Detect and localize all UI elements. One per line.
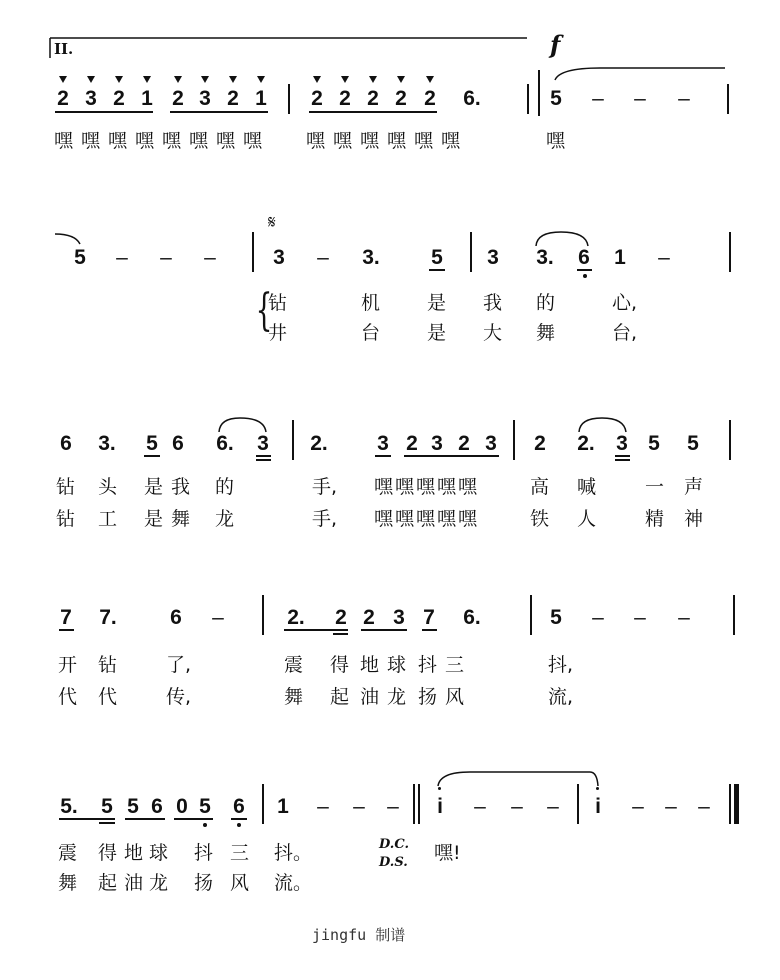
lyric: 井 <box>268 322 288 344</box>
dynamic-forte: f <box>550 30 561 59</box>
note: 2 <box>424 87 436 110</box>
lyric: 了, <box>166 654 192 676</box>
lyric: 起 <box>330 686 350 708</box>
note: 2 <box>335 606 347 629</box>
lyric-line: 嘿嘿嘿嘿嘿嘿嘿嘿 <box>54 130 271 152</box>
lyric: 精 <box>645 508 665 530</box>
lyric: 扬风 <box>418 686 473 708</box>
tie-line <box>55 234 80 244</box>
lyric: 油龙 <box>360 686 415 708</box>
accent-mark <box>87 76 95 83</box>
lyric: 舞 <box>536 322 556 344</box>
beam-eighth <box>55 111 153 113</box>
note: 2 <box>367 87 379 110</box>
lyric: 人 <box>577 508 597 530</box>
lyric: 台 <box>361 322 381 344</box>
note: 3 <box>616 432 628 455</box>
lyric: 钻 <box>56 508 76 530</box>
note: 7. <box>99 606 117 629</box>
barline <box>530 595 532 635</box>
dash-sustain: – <box>547 795 559 818</box>
note: 2 <box>395 87 407 110</box>
note: 3 <box>393 606 405 629</box>
lyric: 的 <box>536 292 556 314</box>
beam-sixteenth <box>615 455 630 457</box>
dash-sustain: – <box>592 87 604 110</box>
repeat-barline <box>413 784 415 824</box>
dash-sustain: – <box>160 246 172 269</box>
note: 5 <box>550 606 562 629</box>
dash-sustain: – <box>387 795 399 818</box>
lyric: 三 <box>230 842 250 864</box>
note: 5 <box>74 246 86 269</box>
beam-sixteenth <box>256 455 271 457</box>
barline <box>470 232 472 272</box>
note: 1 <box>141 87 153 110</box>
lyric: 得 <box>98 842 118 864</box>
lyric: 是舞 <box>144 508 199 530</box>
lyric: 抖 <box>194 842 214 864</box>
lyric: 钻 <box>56 476 76 498</box>
accent-mark <box>369 76 377 83</box>
slur-line <box>579 418 626 432</box>
barline-start <box>538 70 540 116</box>
note: 6 <box>172 432 184 455</box>
lyric: 神 <box>684 508 704 530</box>
accent-mark <box>59 76 67 83</box>
barline <box>513 420 515 460</box>
note: 5 <box>127 795 139 818</box>
note: 3 <box>431 432 443 455</box>
tie-line <box>555 68 725 80</box>
dash-sustain: – <box>592 606 604 629</box>
dash-sustain: – <box>474 795 486 818</box>
lyric: 台, <box>612 322 638 344</box>
high-octave-dot <box>596 787 599 790</box>
note: 5 <box>648 432 660 455</box>
note: 3. <box>98 432 116 455</box>
low-octave-dot <box>583 274 587 278</box>
lyric: 地球 <box>124 842 175 864</box>
lyric: 代 <box>98 686 118 708</box>
repeat-barline <box>418 784 420 824</box>
beam-eighth <box>144 455 160 457</box>
lyric: 高 <box>530 476 550 498</box>
verse-brace: { <box>255 285 273 336</box>
note: 6 <box>151 795 163 818</box>
note: 6 <box>578 246 590 269</box>
note: 2 <box>311 87 323 110</box>
note: 6 <box>233 795 245 818</box>
segno-sign: 𝄋 <box>268 212 276 233</box>
lyric: 喊 <box>577 476 597 498</box>
note: 6 <box>60 432 72 455</box>
note: 3 <box>485 432 497 455</box>
lyric: 舞 <box>284 686 304 708</box>
lyric: 龙 <box>215 508 235 530</box>
note: 6. <box>216 432 234 455</box>
note: 2 <box>172 87 184 110</box>
barline <box>577 784 579 824</box>
ds-marking: D.S. <box>379 855 408 870</box>
note: 5. <box>60 795 78 818</box>
beam-eighth <box>125 818 165 820</box>
lyric: 抖, <box>548 654 574 676</box>
barline <box>292 420 294 460</box>
note: 6. <box>463 606 481 629</box>
note: 7 <box>423 606 435 629</box>
dash-sustain: – <box>634 87 646 110</box>
dash-sustain: – <box>634 606 646 629</box>
dc-marking: D.C. <box>379 837 409 852</box>
note: 2 <box>227 87 239 110</box>
beam-sixteenth <box>615 459 630 461</box>
lyric: 流。 <box>274 872 313 894</box>
accent-mark <box>313 76 321 83</box>
barline <box>252 232 254 272</box>
beam-eighth <box>59 818 115 820</box>
lyric: 手, <box>312 508 338 530</box>
note: 3. <box>362 246 380 269</box>
accent-mark <box>174 76 182 83</box>
lyric: 传, <box>166 686 192 708</box>
dash-sustain: – <box>698 795 710 818</box>
low-octave-dot <box>237 823 241 827</box>
lyric: 钻 <box>268 292 288 314</box>
tie-line <box>438 772 598 786</box>
note: 5 <box>101 795 113 818</box>
lyric: 头 <box>98 476 118 498</box>
note: 3 <box>199 87 211 110</box>
volta-label: II. <box>54 40 74 58</box>
dash-sustain: – <box>632 795 644 818</box>
note: 6 <box>170 606 182 629</box>
accent-mark <box>257 76 265 83</box>
barline <box>729 232 731 272</box>
note: 2. <box>577 432 595 455</box>
dash-sustain: – <box>678 87 690 110</box>
note: 5 <box>146 432 158 455</box>
beam-sixteenth <box>256 459 271 461</box>
lyric: 心, <box>612 292 638 314</box>
beam-eighth <box>231 818 247 820</box>
beam-eighth <box>361 629 407 631</box>
dash-sustain: – <box>353 795 365 818</box>
dash-sustain: – <box>317 246 329 269</box>
lyric-line: 嘿嘿嘿嘿嘿嘿 <box>306 130 469 152</box>
dash-sustain: – <box>658 246 670 269</box>
beam-eighth <box>170 111 268 113</box>
note: 2 <box>57 87 69 110</box>
note: 2 <box>113 87 125 110</box>
beam-eighth <box>429 269 445 271</box>
lyric: 钻 <box>98 654 118 676</box>
slur-line <box>536 232 588 246</box>
dash-sustain: – <box>678 606 690 629</box>
note: 2 <box>458 432 470 455</box>
beam-eighth <box>284 629 348 631</box>
barline <box>727 84 729 114</box>
barline <box>262 784 264 824</box>
dash-sustain: – <box>511 795 523 818</box>
accent-mark <box>341 76 349 83</box>
barline <box>729 420 731 460</box>
lyric: 得 <box>330 654 350 676</box>
barline <box>288 84 290 114</box>
dash-sustain: – <box>204 246 216 269</box>
note: 3 <box>85 87 97 110</box>
lyric: 扬 <box>194 872 214 894</box>
beam-eighth <box>309 111 437 113</box>
note: 3 <box>273 246 285 269</box>
note: 5 <box>431 246 443 269</box>
note: 3 <box>377 432 389 455</box>
note: 7 <box>60 606 72 629</box>
lyric: 油龙 <box>124 872 175 894</box>
lyric: 开 <box>58 654 78 676</box>
lyric: 大 <box>483 322 503 344</box>
final-barline-thin <box>729 784 731 824</box>
note: 1 <box>255 87 267 110</box>
note: 1 <box>277 795 289 818</box>
beam-eighth <box>174 818 213 820</box>
accent-mark <box>229 76 237 83</box>
lyric: 手, <box>312 476 338 498</box>
beam-eighth <box>577 269 592 271</box>
barline <box>262 595 264 635</box>
note: 3. <box>536 246 554 269</box>
beam-eighth <box>375 455 391 457</box>
accent-mark <box>201 76 209 83</box>
note: 2 <box>363 606 375 629</box>
barline <box>733 595 735 635</box>
beam-sixteenth <box>333 633 348 635</box>
credit-line: jingfu 制谱 <box>312 926 406 944</box>
dash-sustain: – <box>665 795 677 818</box>
dash-sustain: – <box>116 246 128 269</box>
final-barline-thick <box>734 784 739 824</box>
accent-mark <box>115 76 123 83</box>
beam-eighth <box>59 629 74 631</box>
lyric: 震 <box>284 654 304 676</box>
lyric: 是我 <box>144 476 199 498</box>
lyric: 我 <box>483 292 503 314</box>
note: 2. <box>287 606 305 629</box>
lyric: 是 <box>427 292 447 314</box>
lyric: 一 <box>645 476 665 498</box>
note: 0 <box>176 795 188 818</box>
lyric: 代 <box>58 686 78 708</box>
note: 2 <box>534 432 546 455</box>
accent-mark <box>143 76 151 83</box>
dash-sustain: – <box>317 795 329 818</box>
lyric: 是 <box>427 322 447 344</box>
lyric: 抖三 <box>418 654 473 676</box>
lyric: 流, <box>548 686 574 708</box>
slur-line <box>219 418 266 432</box>
note: 5 <box>687 432 699 455</box>
lyric: 工 <box>98 508 118 530</box>
lyric: 声 <box>684 476 704 498</box>
note: 2. <box>310 432 328 455</box>
lyric-line: 嘿 <box>546 130 566 152</box>
beam-eighth <box>404 455 499 457</box>
lyric: 风 <box>230 872 250 894</box>
accent-mark <box>397 76 405 83</box>
dash-sustain: – <box>212 606 224 629</box>
lyric: 抖。 <box>274 842 313 864</box>
lyric: 嘿嘿嘿嘿嘿 <box>374 476 480 498</box>
beam-sixteenth <box>99 822 115 824</box>
lyric: 的 <box>215 476 235 498</box>
lyric: 机 <box>361 292 381 314</box>
note: i <box>437 795 443 818</box>
lyric: 嘿! <box>434 842 461 864</box>
note: 2 <box>339 87 351 110</box>
lyric: 嘿嘿嘿嘿嘿 <box>374 508 480 530</box>
lyric: 起 <box>98 872 118 894</box>
high-octave-dot <box>438 787 441 790</box>
lyric: 舞 <box>58 872 78 894</box>
low-octave-dot <box>203 823 207 827</box>
note: 3 <box>257 432 269 455</box>
beam-eighth <box>422 629 437 631</box>
note: 1 <box>614 246 626 269</box>
barline <box>527 84 529 114</box>
accent-mark <box>426 76 434 83</box>
lyric: 铁 <box>530 508 550 530</box>
note: 6. <box>463 87 481 110</box>
note: 3 <box>487 246 499 269</box>
note: 5 <box>199 795 211 818</box>
note: i <box>595 795 601 818</box>
note: 2 <box>406 432 418 455</box>
lyric: 地球 <box>360 654 415 676</box>
lyric: 震 <box>58 842 78 864</box>
note: 5 <box>550 87 562 110</box>
